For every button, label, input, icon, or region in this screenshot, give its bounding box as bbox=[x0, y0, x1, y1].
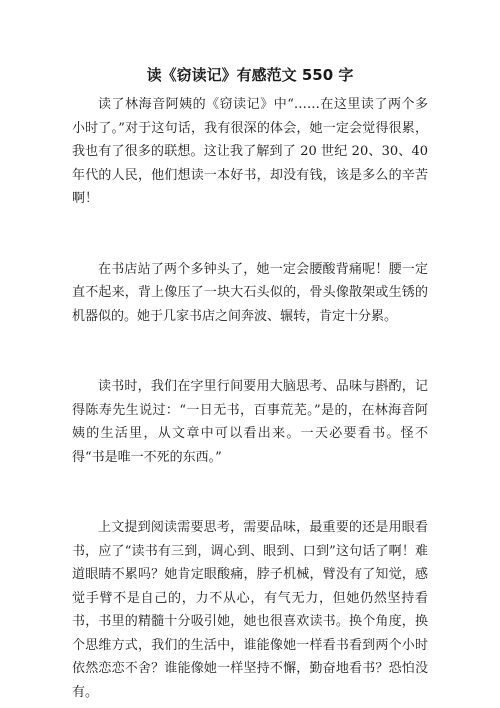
paragraph-3: 读书时，我们在字里行间要用大脑思考、品味与斟酌，记得陈寿先生说过：“一日无书，百事荒芜。”是的，在林海音阿姨的生活里，从文章中可以看出来。一天必要看书。怪不得“书是唯一不死的东西。” bbox=[72, 379, 428, 465]
paragraph-spacer bbox=[72, 469, 428, 516]
paragraph-spacer bbox=[72, 211, 428, 258]
paragraph-spacer bbox=[72, 328, 428, 375]
paragraph-4: 上文提到阅读需要思考，需要品味，最重要的还是用眼看书，应了“读书有三到，调心到、眼到、口到”这句话了啊！难道眼睛不累吗？她肯定眼酸痛，脖子机械，臂没有了知觉，感觉手臂不是自己的，力不从心，有气无力，但她仍然坚持看书，书里的精髓十分吸引她，她也很喜欢读书。换个角度，换个思维方式，我们的生活中，谁能像她一样看书看到两个小时依然恋恋不舍？谁能像她一样坚持不懈，勤奋地看书？恐怕没有。 bbox=[72, 520, 428, 700]
document-title: 读《窃读记》有感范文 550 字 bbox=[146, 66, 354, 84]
paragraph-2: 在书店站了两个多钟头了，她一定会腰酸背痛呢！腰一定直不起来，背上像压了一块大石头似的，骨头像散架或生锈的机器似的。她于几家书店之间奔波、辗转，肯定十分累。 bbox=[72, 261, 428, 324]
paragraph-1: 读了林海音阿姨的《窃读记》中“……在这里读了两个多小时了。”对于这句话，我有很深的体会，她一定会觉得很累，我也有了很多的联想。这让我了解到了 20 世纪 20、30、40 年代的人民，他们想读一本好书，却没有钱，该是多么的辛苦啊！ bbox=[72, 97, 428, 206]
